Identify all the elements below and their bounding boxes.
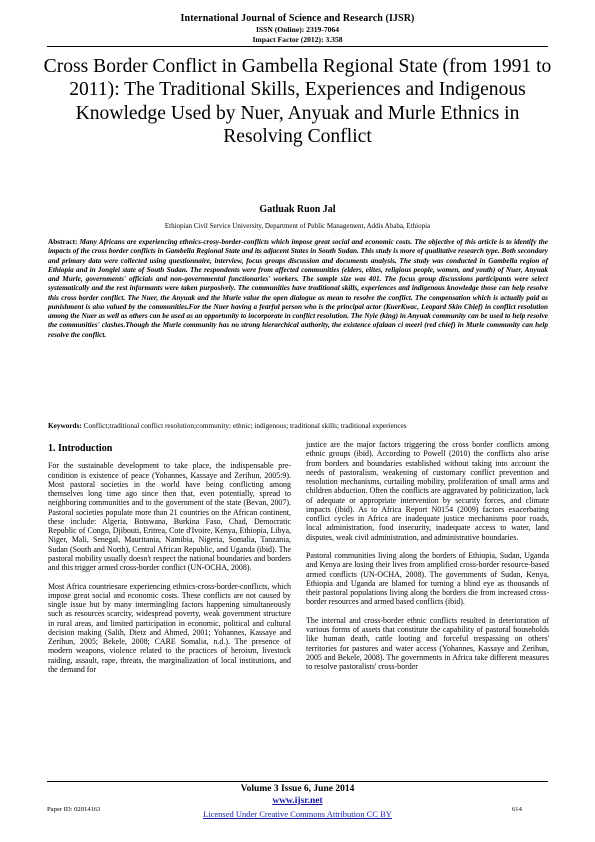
author-name: Gatluak Ruon Jal xyxy=(259,204,336,215)
footer-page-number: 614 xyxy=(512,806,522,813)
paragraph: For the sustainable development to take place, the indispensable pre-condition is existence of peace (Yohannes, Kassaye and Zerihun, 2005:9). Most pastoral societies in the world have being conflicting among themselves long time ago since then that, even potentially, spread to neighboring communities and to the government of the state (Bevan, 2007). Pastoral societies populate more than 21 countries on the African continent, these include: Algeria, Botswana, Burkina Faso, Chad, Democratic Republic of Congo, Djibouti, Eritrea, Cote d'Ivoire, Kenya, Ethiopia, Libya, Niger, Mali, Senegal, Mauritania, Namibia, Nigeria, Somalia, Tanzania, Sudan (South and North), Central African Republic, and Uganda (ibid). The pastoral mobility usually doesn't respect the national boundaries and borders and this trigger armed cross-border conflict (UN-OCHA, 2008). xyxy=(48,461,291,572)
header-rule xyxy=(47,46,548,47)
footer-rule xyxy=(47,781,548,782)
footer-license-link[interactable]: Licensed Under Creative Commons Attribution CC BY xyxy=(203,809,392,819)
keywords-text: Conflict;traditional conflict resolution;community; ethnic; indigenous; traditional skills; traditional experiences xyxy=(83,422,407,430)
paper-title: Cross Border Conflict in Gambella Regional State (from 1991 to 2011): The Traditional Skills, Experiences and Indigenous Knowledge Used by Nuer, Anyuak and Murle Ethnics in Resolving Conflict xyxy=(43,56,552,147)
footer-volume: Volume 3 Issue 6, June 2014 xyxy=(240,784,355,794)
paragraph: justice are the major factors triggering the cross border conflicts among ethnic groups (ibid). According to Powell (2010) the conflicts also arise from borders and boundaries established without taking into account the needs of pastoralism, weakening of customary conflict prevention and resolution mechanisms, curtailing mobility, proliferation of small arms and children abduction. Often the conflicts are aggravated by politicization, lack of adequate or appropriate intervention by security forces, and climate impacts (ibid). As to Africa Report N0154 (2009) factors exacerbating conflict cycles in Africa are inadequate justice mechanisms poor roads, local administration, food insecurity, inadequate access to water, land disputes, weak civil administration, and administrative boundaries. xyxy=(306,440,549,542)
footer-paper-id: Paper ID: 02014163 xyxy=(47,806,101,813)
left-column xyxy=(48,444,291,683)
abstract-text: Many Africans are experiencing ethnics-crosy-border-conflicts which impose great social and economic costs. The objective of this article is to identify the impacts of the cross border conflicts in Gambella Regional State and its adjacent States in South Sudan. This study is more of qualitative research type. Both secondary and primary data were collected using questionnaire, interview, focus groups discussion and documents analysis. The study was conducted in Gambella region of Ethiopia and in Jonglei state of South Sudan. The respondents were from affected communities (elders, elites, religious people, women, and youth) of Nuer, Anyuak and Murle, governments' officials and non-governmental functionaries' workers. The sample size was 401. The focus group discussions participants were select systematically and the rest informants were taken purposively. The communities have traditional skills, experiences and indigenous knowledge those can help resolve this cross border conflict. The Nuer, the Anyuak and the Murle value the open dialogue as mean to resolve the conflict. The compensation which is actually paid as punishment is also valued by the communities.For the Nuer having a fearful person who is the principal actor (KuerKwac, Leopard Skin Chief) in conflict resolution among the Nuer as well as others can be used as an opportunity to incorporate in conflict resolution. The Nyie (king) in Anyuak community can be used to help resolve the communities' clashes.Though the Murle community has no strong hierarchical authority, the existence ofalaan ci meeri (red chief) in Murle community can help resolve the conflict. xyxy=(48,238,548,339)
author-affiliation: Ethiopian Civil Service University, Department of Public Management, Addis Ababa, Ethiopia xyxy=(164,222,431,230)
journal-name: International Journal of Science and Research (IJSR) xyxy=(180,13,415,24)
impact-factor: Impact Factor (2012): 3.358 xyxy=(252,35,343,44)
keywords-label: Keywords: xyxy=(48,422,82,430)
paragraph: The internal and cross-border ethnic conflicts resulted in deterioration of various forms of assets that constitute the capability of pastoral households like human death, cattle looting and forceful trespassing on others' territories for pastures and water access (Yohannes, Kassaye and Zerihun, 2005 and Bekele, 2008). The governments in Africa take different measures to resolve pastoralists' cross-border xyxy=(306,615,549,671)
issn-line: ISSN (Online): 2319-7064 xyxy=(255,25,340,34)
section-heading: 1. Introduction xyxy=(48,443,113,454)
paragraph: Most Africa countriesare experiencing ethnics-cross-border-conflicts, which impose great social and economic costs. These conflicts are not caused by single issue but by many intermingling factors happening simultaneously such as resources scarcity, widespread poverty, weak government structure in rural areas, and limited participation in economic, political and cultural decision making (Salih, Dietz and Ahmed, 2001; Yohannes, Kassaye and Zerihun, 2005; Bekele, 2008; CARE Somalia, n.d.). The presence of modern weapons, violence related to the practices of heroism, livestock raiding, assault, rape, threats, the marginalization of local institutions, and the demand for xyxy=(48,581,291,674)
paragraph: Pastoral communities living along the borders of Ethiopia, Sudan, Uganda and Kenya are losing their lives from amplified cross-border resource-based armed conflicts (UN-OCHA, 2008). The governments of Sudan, Kenya, Ethiopia and Uganda are blamed for turning a blind eye as thousands of their pastoral populations living along the borders die from increased cross-border resources and armed based conflicts (ibid). xyxy=(306,551,549,607)
abstract-label: Abstract: xyxy=(48,238,78,246)
abstract xyxy=(48,238,548,340)
keywords xyxy=(48,422,548,431)
right-column xyxy=(306,440,549,681)
footer-website-link[interactable]: www.ijsr.net xyxy=(272,796,323,806)
